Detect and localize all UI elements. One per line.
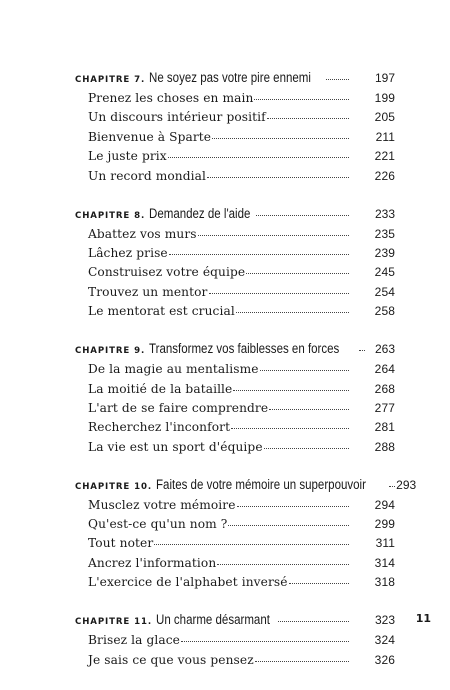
dot-leader	[267, 118, 349, 119]
chapter-label: CHAPITRE 10.	[75, 481, 153, 492]
dot-leader	[326, 79, 349, 80]
dot-leader	[389, 486, 395, 487]
entry-title: Le juste prix	[88, 149, 167, 164]
dot-leader	[289, 583, 349, 584]
dot-leader	[233, 390, 349, 391]
dot-leader	[217, 564, 349, 565]
toc-entry	[75, 284, 395, 300]
chapter-label: CHAPITRE 9.	[75, 346, 146, 357]
entry-title: Recherchez l'inconfort	[88, 420, 231, 435]
page-number: 268	[374, 381, 395, 396]
page-number: 239	[374, 245, 395, 260]
chapter-title: Ne soyez pas votre pire ennemi	[149, 70, 312, 85]
page-number: 299	[374, 517, 395, 532]
chapter-title: Faites de votre mémoire un superpouvoir	[156, 476, 366, 492]
table-of-contents	[75, 70, 417, 690]
page-number: 311	[375, 536, 395, 551]
page-number: 314	[374, 555, 395, 570]
toc-entry	[75, 109, 395, 125]
toc-entry	[75, 303, 395, 319]
page-number: 263	[374, 342, 395, 357]
dot-leader	[264, 448, 349, 449]
chapter-label: CHAPITRE 8.	[75, 210, 146, 221]
entry-title: Musclez votre mémoire	[88, 497, 236, 512]
toc-entry	[75, 361, 395, 377]
entry-title: De la magie au mentalisme	[88, 362, 259, 377]
toc-entry	[75, 516, 395, 532]
chapter-7	[75, 70, 395, 184]
chapter-heading	[75, 612, 395, 628]
dot-leader	[228, 525, 349, 526]
page-number: 294	[374, 497, 395, 512]
entry-title: Trouvez un mentor	[88, 284, 208, 299]
toc-entry	[75, 381, 395, 397]
toc-entry	[75, 148, 395, 164]
page-number: 245	[374, 265, 395, 280]
page-number: 258	[374, 304, 395, 319]
toc-entry	[75, 419, 395, 435]
entry-title: Le mentorat est crucial	[88, 304, 235, 319]
dot-leader	[169, 254, 349, 255]
chapter-heading	[75, 206, 395, 222]
dot-leader	[231, 428, 349, 429]
dot-leader	[198, 235, 349, 236]
entry-title: Tout noter	[88, 536, 154, 551]
dot-leader	[209, 293, 350, 294]
chapter-title: Un charme désarmant	[156, 612, 270, 628]
entry-title: Je sais ce que vous pensez	[88, 652, 254, 667]
toc-entry	[75, 168, 395, 184]
page-number: 233	[374, 206, 395, 221]
chapter-heading	[75, 341, 395, 357]
page-number: 326	[374, 652, 395, 667]
page-number: 281	[374, 420, 395, 435]
chapter-title: Demandez de l'aide	[149, 205, 251, 221]
entry-title: L'art de se faire comprendre	[88, 400, 269, 415]
page-number: 277	[374, 400, 395, 415]
toc-entry	[75, 264, 395, 280]
dot-leader	[207, 177, 349, 178]
dot-leader	[181, 641, 349, 642]
page-number: 197	[374, 71, 395, 85]
page-number: 221	[374, 149, 395, 164]
chapter-heading	[75, 476, 417, 493]
entry-title: La moitié de la bataille	[88, 381, 233, 396]
toc-entry	[75, 226, 395, 242]
dot-leader	[212, 138, 349, 139]
page-number: 199	[374, 91, 395, 105]
entry-title: Brisez la glace	[88, 633, 180, 648]
dot-leader	[168, 157, 349, 158]
toc-entry	[75, 632, 395, 648]
dot-leader	[237, 506, 349, 507]
toc-entry	[75, 245, 395, 261]
toc-entry	[75, 497, 395, 513]
chapter-label: CHAPITRE 7.	[75, 75, 146, 85]
toc-entry	[75, 90, 395, 106]
toc-entry	[75, 555, 395, 571]
dot-leader	[359, 350, 365, 351]
page-number: 324	[374, 633, 395, 648]
page-number: 235	[374, 226, 395, 241]
entry-title: Qu'est-ce qu'un nom ?	[88, 517, 228, 532]
entry-title: Ancrez l'information	[88, 555, 217, 570]
entry-title: La vie est un sport d'équipe	[88, 439, 263, 454]
chapter-11	[75, 612, 395, 667]
page-number: 318	[374, 575, 395, 590]
page-number: 254	[374, 284, 395, 299]
entry-title: Lâchez prise	[88, 245, 168, 260]
page-number: 323	[374, 613, 395, 628]
page-number: 211	[375, 129, 395, 144]
dot-leader	[246, 273, 349, 274]
dot-leader	[254, 99, 349, 100]
dot-leader	[154, 544, 349, 545]
entry-title: Un discours intérieur positif	[88, 110, 266, 125]
page-number: 288	[374, 439, 395, 454]
page-number: 264	[374, 362, 395, 377]
toc-entry	[75, 574, 395, 590]
dot-leader	[260, 370, 349, 371]
entry-title: Abattez vos murs	[88, 226, 197, 241]
entry-title: Bienvenue à Sparte	[88, 129, 212, 144]
chapter-label: CHAPITRE 11.	[75, 617, 153, 628]
chapter-10	[75, 476, 417, 591]
page-number: 205	[374, 110, 395, 125]
toc-entry	[75, 535, 395, 551]
page-number: 293	[396, 477, 417, 492]
dot-leader	[255, 661, 349, 662]
chapter-8	[75, 206, 395, 320]
toc-entry	[75, 400, 395, 416]
dot-leader	[269, 409, 349, 410]
page-folio: 11	[415, 612, 431, 625]
entry-title: Prenez les choses en main	[88, 91, 254, 105]
page-number: 226	[374, 168, 395, 183]
entry-title: L'exercice de l'alphabet inversé	[88, 575, 288, 590]
dot-leader	[236, 312, 349, 313]
toc-entry	[75, 439, 395, 455]
chapter-9	[75, 341, 395, 455]
dot-leader	[278, 621, 350, 622]
dot-leader	[256, 215, 349, 216]
toc-entry	[75, 129, 395, 145]
chapter-title: Transformez vos faiblesses en forces	[149, 341, 340, 357]
entry-title: Un record mondial	[88, 168, 207, 183]
chapter-heading	[75, 70, 395, 86]
entry-title: Construisez votre équipe	[88, 265, 246, 280]
